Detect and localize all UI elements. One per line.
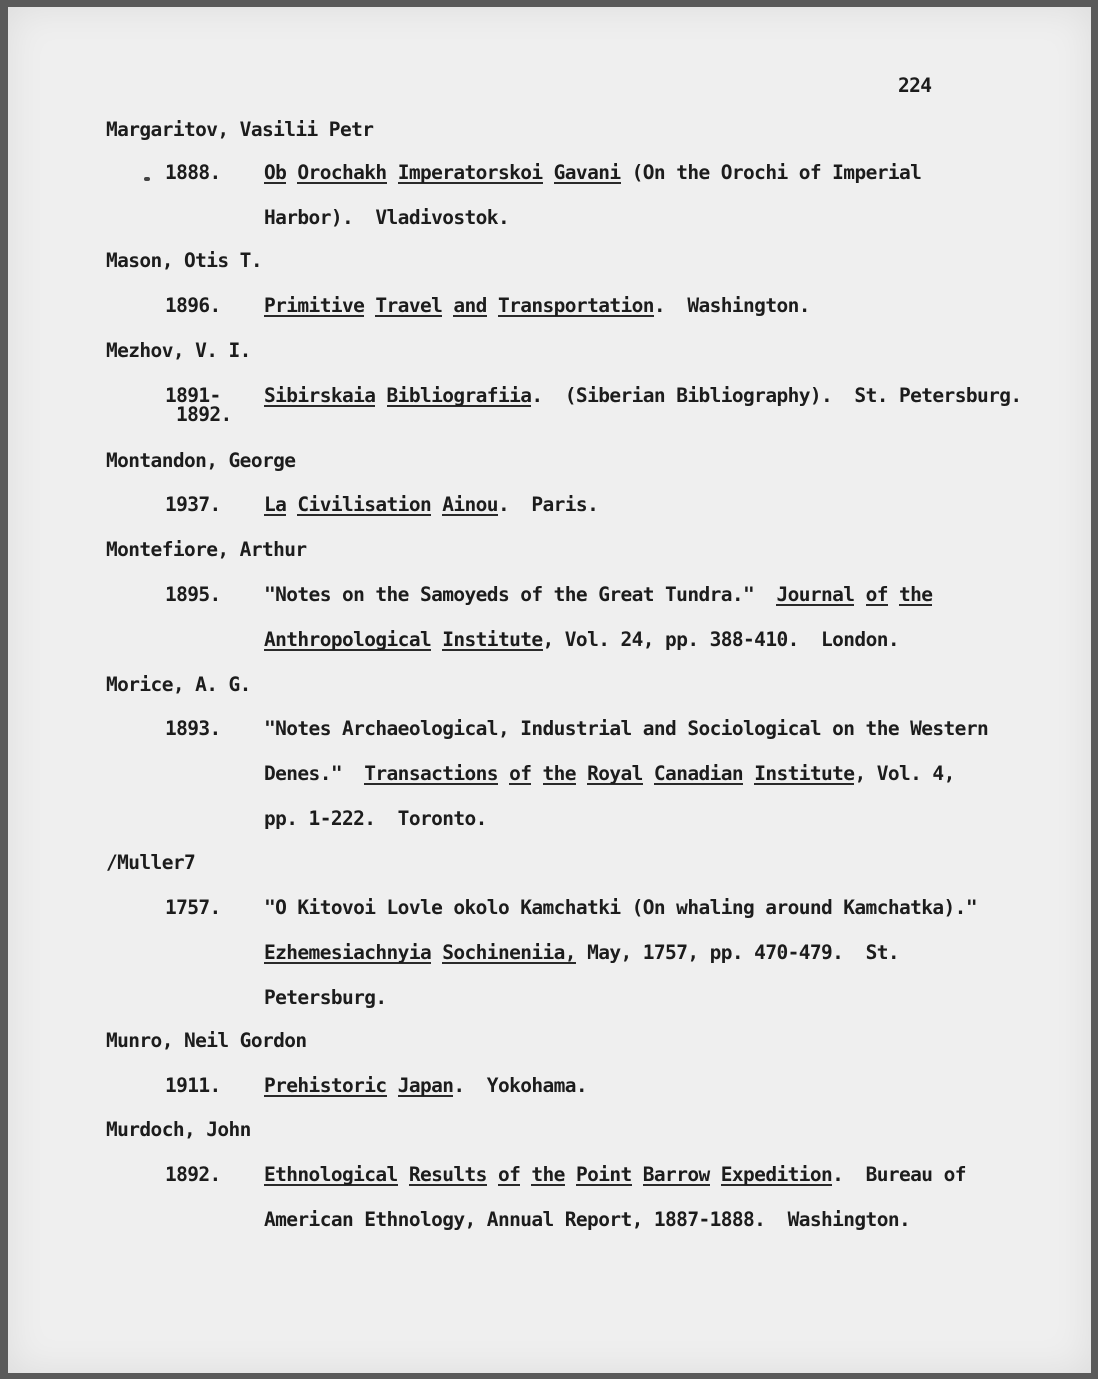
entry-citation-line <box>264 897 977 919</box>
entry-author: Mezhov, V. I. <box>106 339 251 362</box>
citation-text <box>387 161 398 184</box>
underlined-title-word: Prehistoric <box>264 1074 387 1097</box>
citation-text <box>643 762 654 785</box>
underlined-title-word: Results <box>408 1163 487 1186</box>
citation-text: . Paris. <box>497 493 599 516</box>
citation-text <box>632 1163 643 1186</box>
stray-mark <box>144 177 150 181</box>
citation-text <box>442 294 453 317</box>
page-number: 224 <box>898 74 932 97</box>
citation-text: . (Siberian Bibliography). St. Petersburg. <box>531 384 1022 407</box>
underlined-title-word: Royal <box>587 762 643 785</box>
entry-citation-line <box>264 162 921 184</box>
entry-citation-line <box>264 1164 966 1186</box>
entry-author: Morice, A. G. <box>106 673 251 696</box>
entry-citation-line <box>264 629 899 651</box>
entry-author: /Muller7 <box>106 851 196 874</box>
document-page <box>8 7 1091 1373</box>
citation-text <box>520 1163 531 1186</box>
citation-text <box>387 1074 398 1097</box>
entry-year: 1911. <box>165 1074 221 1097</box>
citation-text: Denes." <box>264 762 365 785</box>
entry-citation-line <box>264 987 387 1009</box>
underlined-title-word: Gavani <box>553 161 621 184</box>
citation-text: (On the Orochi of Imperial <box>620 161 922 184</box>
entry-citation-line <box>264 1209 910 1231</box>
underlined-title-word: Orochakh <box>297 161 387 184</box>
underlined-title-word: Expedition <box>720 1163 833 1186</box>
entry-year: 1893. <box>165 717 221 740</box>
entry-citation-line <box>264 808 487 830</box>
underlined-title-word: Institute <box>442 628 543 651</box>
entry-author: Montandon, George <box>106 449 296 472</box>
underlined-title-word: of <box>497 1163 521 1186</box>
entry-year: 1895. <box>165 583 221 606</box>
underlined-title-word: La <box>264 493 287 516</box>
entry-citation-line <box>264 942 899 964</box>
citation-text: "O Kitovoi Lovle okolo Kamchatki (On whaling around Kamchatka)." <box>264 896 977 919</box>
citation-text <box>398 1163 409 1186</box>
citation-text <box>364 294 375 317</box>
citation-text <box>286 493 297 516</box>
underlined-title-word: Barrow <box>642 1163 710 1186</box>
underlined-title-word: Ob <box>264 161 287 184</box>
underlined-title-word: Institute <box>754 762 855 785</box>
citation-text <box>543 161 554 184</box>
citation-text <box>375 384 386 407</box>
citation-text <box>888 583 899 606</box>
citation-text <box>531 762 542 785</box>
citation-text <box>565 1163 576 1186</box>
citation-text <box>286 161 297 184</box>
citation-text: American Ethnology, Annual Report, 1887-1888. Washington. <box>264 1208 911 1231</box>
citation-text: . Washington. <box>653 294 810 317</box>
entry-author: Munro, Neil Gordon <box>106 1029 307 1052</box>
citation-text: Harbor). Vladivostok. <box>264 206 510 229</box>
underlined-title-word: of <box>509 762 532 785</box>
entry-author: Murdoch, John <box>106 1118 251 1141</box>
citation-text <box>710 1163 721 1186</box>
underlined-title-word: Civilisation <box>297 493 432 516</box>
citation-text <box>743 762 754 785</box>
entry-year: 1937. <box>165 493 221 516</box>
underlined-title-word: Canadian <box>653 762 744 785</box>
entry-author: Margaritov, Vasilii Petr <box>106 118 374 141</box>
entry-year: 1757. <box>165 896 221 919</box>
underlined-title-word: Japan <box>397 1074 454 1097</box>
citation-text <box>487 1163 498 1186</box>
entry-year: 1888. <box>165 161 221 184</box>
citation-text: May, 1757, pp. 470-479. St. <box>575 941 899 964</box>
entry-citation-line <box>264 718 988 740</box>
underlined-title-word: Imperatorskoi <box>397 161 543 184</box>
underlined-title-word: of <box>865 583 888 606</box>
citation-text <box>576 762 587 785</box>
underlined-title-word: Ezhemesiachnyia <box>264 941 432 964</box>
entry-author: Mason, Otis T. <box>106 249 262 272</box>
entry-citation-line <box>264 584 932 606</box>
entry-citation-line <box>264 494 598 516</box>
underlined-title-word: Journal <box>776 583 855 606</box>
underlined-title-word: the <box>899 583 933 606</box>
underlined-title-word: Anthropological <box>264 628 432 651</box>
citation-text <box>487 294 498 317</box>
underlined-title-word: Transactions <box>364 762 498 785</box>
underlined-title-word: Bibliografiia <box>386 384 532 407</box>
underlined-title-word: Travel <box>375 294 443 317</box>
citation-text: . Yokohama. <box>453 1074 588 1097</box>
entry-year-continued: 1892. <box>176 403 232 426</box>
citation-text <box>498 762 509 785</box>
citation-text: "Notes on the Samoyeds of the Great Tundra." <box>264 583 777 606</box>
underlined-title-word: Primitive <box>264 294 365 317</box>
entry-year: 1891- <box>165 384 221 407</box>
underlined-title-word: Transportation <box>497 294 654 317</box>
underlined-title-word: the <box>542 762 576 785</box>
underlined-title-word: Point <box>575 1163 632 1186</box>
underlined-title-word: Sibirskaia <box>264 384 376 407</box>
entry-author: Montefiore, Arthur <box>106 538 307 561</box>
citation-text <box>431 628 442 651</box>
citation-text: . Bureau of <box>832 1163 966 1186</box>
citation-text: Petersburg. <box>264 986 387 1009</box>
entry-citation-line <box>264 385 1022 407</box>
entry-citation-line <box>264 295 810 317</box>
underlined-title-word: Sochineniia, <box>442 941 576 964</box>
entry-citation-line <box>264 1075 587 1097</box>
citation-text <box>431 493 442 516</box>
entry-year: 1896. <box>165 294 221 317</box>
citation-text: pp. 1-222. Toronto. <box>264 807 487 830</box>
underlined-title-word: Ethnological <box>264 1163 398 1186</box>
citation-text: , Vol. 4, <box>854 762 955 785</box>
underlined-title-word: the <box>531 1163 565 1186</box>
entry-year: 1892. <box>165 1163 221 1186</box>
citation-text: "Notes Archaeological, Industrial and Sociological on the Western <box>264 717 989 740</box>
citation-text: , Vol. 24, pp. 388-410. London. <box>542 628 899 651</box>
underlined-title-word: and <box>453 294 487 317</box>
citation-text <box>854 583 865 606</box>
underlined-title-word: Ainou <box>442 493 498 516</box>
citation-text <box>431 941 442 964</box>
entry-citation-line <box>264 763 955 785</box>
entry-citation-line <box>264 207 509 229</box>
